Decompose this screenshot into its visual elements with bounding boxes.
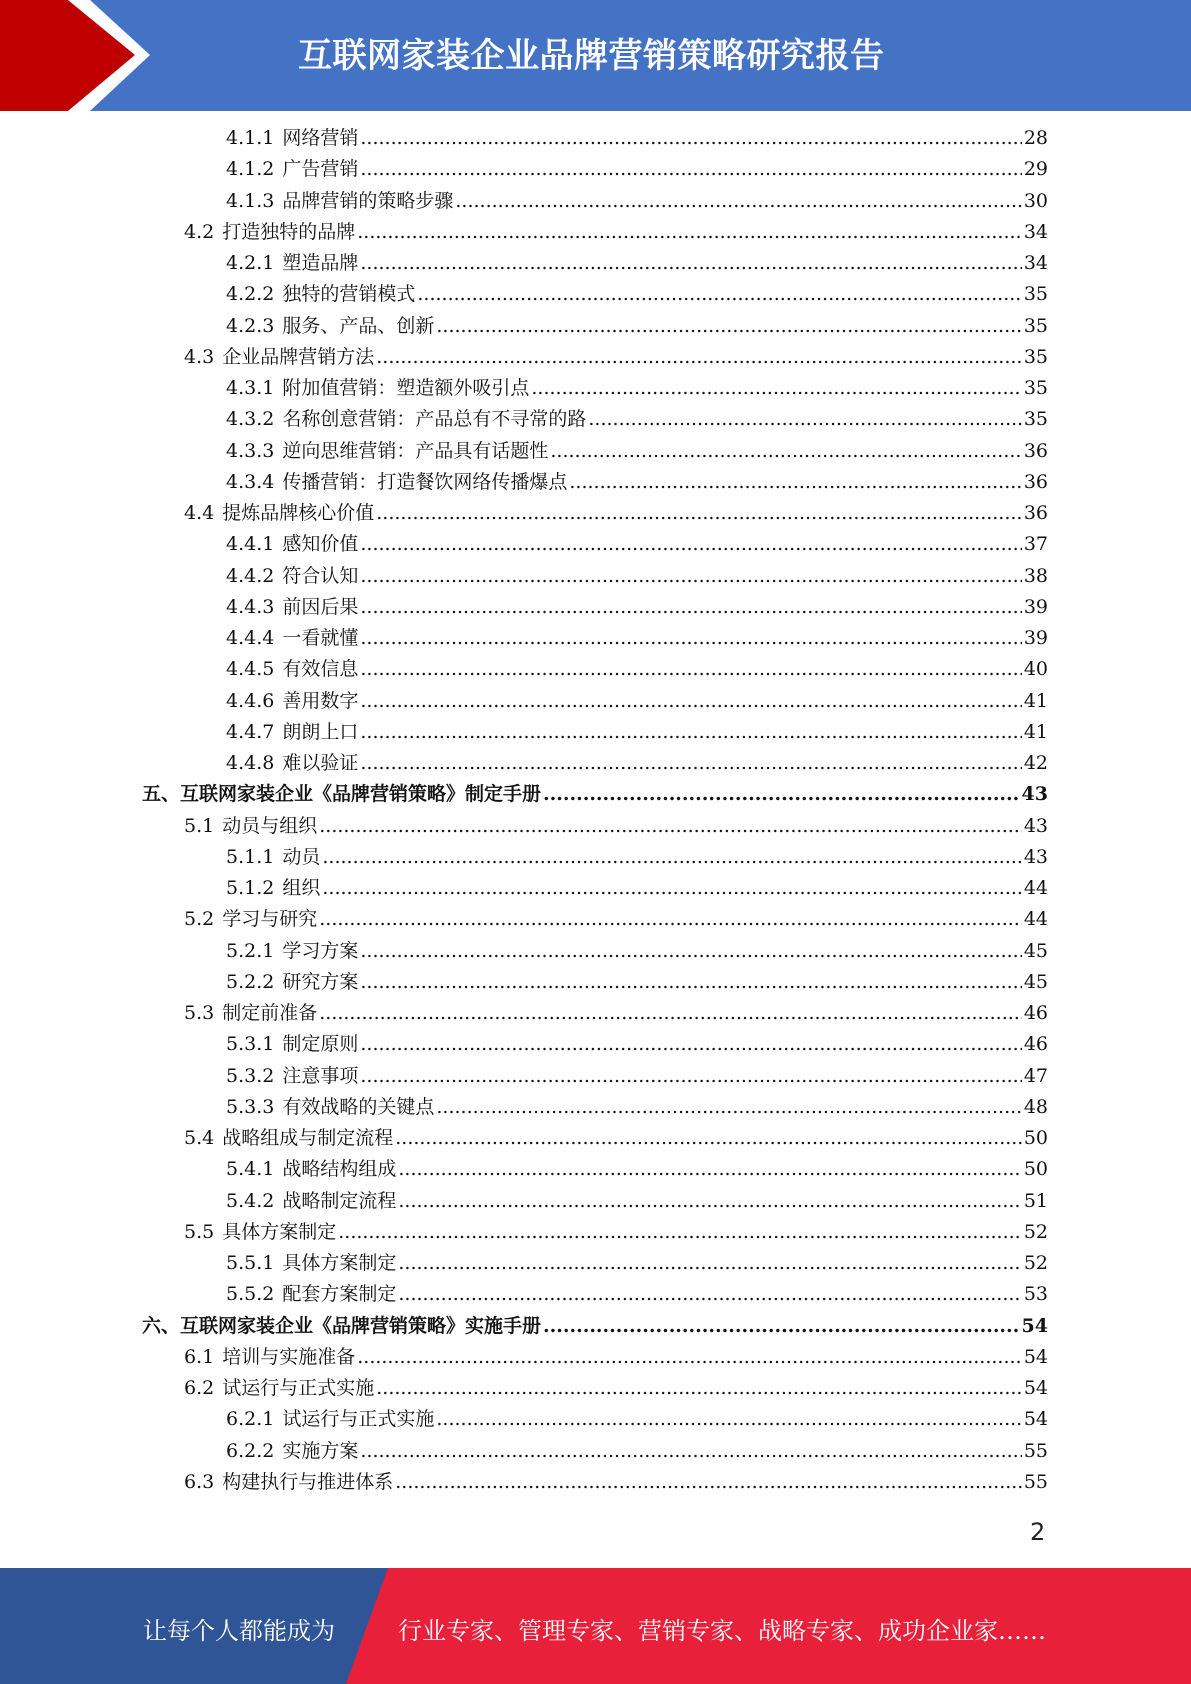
toc-entry-title: 具体方案制定 — [222, 1220, 337, 1243]
footer-slogan-left: 让每个人都能成为 — [143, 1617, 335, 1645]
toc-entry-number: 4.2.2 — [226, 283, 275, 306]
toc-dot-leader — [360, 938, 1021, 964]
toc-entry[interactable] — [226, 750, 1048, 776]
toc-entry-page: 35 — [1023, 314, 1048, 337]
toc-entry-title: 名称创意营销：产品总有不寻常的路 — [282, 408, 587, 431]
toc-entry-title: 传播营销：打造餐饮网络传播爆点 — [282, 470, 568, 493]
toc-entry-number: 5.3.2 — [226, 1064, 275, 1087]
page-header — [0, 0, 1191, 111]
toc-dot-leader — [550, 438, 1021, 464]
toc-entry-number: 4.1.3 — [226, 189, 275, 212]
toc-entry[interactable] — [184, 500, 1048, 526]
toc-dot-leader — [360, 156, 1021, 182]
toc-entry-number: 5.4.2 — [226, 1189, 275, 1212]
page-number: 2 — [1030, 1518, 1046, 1546]
toc-entry-title: 广告营销 — [282, 158, 359, 181]
toc-entry-number: 4.4.2 — [226, 564, 275, 587]
toc-entry-page: 44 — [1023, 877, 1048, 899]
toc-entry-page: 39 — [1023, 595, 1048, 618]
toc-entry[interactable] — [226, 1156, 1048, 1182]
toc-entry-title: 难以验证 — [282, 752, 359, 774]
toc-entry-title: 实施方案 — [282, 1439, 359, 1462]
toc-chapter-entry[interactable] — [142, 781, 1048, 807]
toc-dot-leader — [417, 281, 1021, 307]
toc-entry-page: 48 — [1023, 1095, 1048, 1118]
toc-entry-title: 制定前准备 — [222, 1002, 318, 1024]
toc-entry-title: 六、互联网家装企业《品牌营销策略》实施手册 — [142, 1314, 542, 1337]
toc-entry-title: 动员与组织 — [222, 814, 318, 837]
toc-entry-page: 50 — [1023, 1127, 1048, 1149]
toc-dot-leader — [360, 625, 1021, 651]
toc-entry-number: 6.3 — [184, 1470, 215, 1493]
toc-entry-title: 企业品牌营销方法 — [222, 345, 375, 368]
toc-dot-leader — [360, 750, 1021, 776]
toc-entry-number: 4.3.1 — [226, 377, 275, 399]
toc-entry[interactable] — [184, 1344, 1048, 1370]
toc-dot-leader — [395, 1125, 1022, 1151]
toc-entry[interactable] — [226, 719, 1048, 745]
toc-entry-title: 有效战略的关键点 — [282, 1095, 435, 1118]
toc-dot-leader — [322, 844, 1021, 870]
toc-entry-number: 4.4.3 — [226, 595, 275, 618]
toc-entry-page: 55 — [1023, 1439, 1048, 1462]
toc-entry[interactable] — [226, 1094, 1048, 1120]
toc-entry-title: 感知价值 — [282, 533, 359, 556]
toc-entry-page: 45 — [1023, 970, 1048, 993]
toc-dot-leader — [436, 1406, 1021, 1432]
toc-entry-page: 38 — [1023, 564, 1048, 587]
toc-entry-number: 6.2.1 — [226, 1408, 275, 1431]
toc-entry[interactable] — [226, 125, 1048, 151]
toc-entry[interactable] — [184, 813, 1048, 839]
toc-entry[interactable] — [226, 1406, 1048, 1432]
toc-entry-title: 动员 — [282, 845, 321, 868]
toc-entry-number: 5.3.3 — [226, 1095, 275, 1118]
report-title: 互联网家装企业品牌营销策略研究报告 — [298, 36, 885, 76]
toc-dot-leader — [588, 406, 1021, 432]
toc-dot-leader — [376, 500, 1022, 526]
toc-dot-leader — [338, 1219, 1022, 1245]
toc-entry-page: 51 — [1023, 1189, 1048, 1212]
toc-entry-title: 试运行与正式实施 — [222, 1377, 375, 1399]
toc-dot-leader — [357, 1344, 1022, 1370]
toc-dot-leader — [398, 1156, 1021, 1182]
toc-entry-title: 注意事项 — [282, 1064, 359, 1087]
toc-entry-title: 配套方案制定 — [282, 1283, 397, 1306]
toc-entry[interactable] — [226, 1281, 1048, 1307]
toc-entry-page: 45 — [1023, 939, 1048, 962]
toc-entry-number: 5.5.1 — [226, 1252, 275, 1274]
toc-entry-number: 5.4.1 — [226, 1158, 275, 1181]
toc-entry-number: 5.1.2 — [226, 877, 275, 899]
toc-entry-title: 试运行与正式实施 — [282, 1408, 435, 1431]
toc-entry-number: 4.2.1 — [226, 252, 275, 274]
toc-entry-title: 五、互联网家装企业《品牌营销策略》制定手册 — [142, 783, 542, 806]
toc-entry-title: 打造独特的品牌 — [222, 220, 356, 243]
toc-dot-leader — [360, 1438, 1021, 1464]
toc-dot-leader — [360, 1063, 1021, 1089]
toc-entry[interactable] — [184, 1000, 1048, 1026]
toc-entry-page: 54 — [1023, 1408, 1048, 1431]
toc-entry-title: 培训与实施准备 — [222, 1345, 356, 1368]
toc-entry-page: 43 — [1021, 783, 1048, 806]
toc-entry-page: 35 — [1023, 345, 1048, 368]
toc-dot-leader — [398, 1281, 1021, 1307]
toc-entry-number: 6.2.2 — [226, 1439, 275, 1462]
toc-entry-title: 附加值营销：塑造额外吸引点 — [282, 377, 530, 399]
toc-entry-number: 5.2.1 — [226, 939, 275, 962]
toc-entry-page: 35 — [1023, 377, 1048, 399]
toc-entry-page: 43 — [1023, 845, 1048, 868]
toc-dot-leader — [360, 563, 1021, 589]
toc-entry-page: 47 — [1023, 1064, 1048, 1087]
toc-entry-number: 4.4.4 — [226, 627, 275, 649]
toc-entry-number: 5.5 — [184, 1220, 215, 1243]
toc-entry-number: 4.1.2 — [226, 158, 275, 181]
toc-entry-number: 5.5.2 — [226, 1283, 275, 1306]
toc-entry-number: 5.3.1 — [226, 1033, 275, 1056]
toc-dot-leader — [357, 219, 1022, 245]
toc-dot-leader — [543, 781, 1020, 807]
toc-entry[interactable] — [226, 1188, 1048, 1214]
toc-entry-title: 构建执行与推进体系 — [222, 1470, 394, 1493]
toc-dot-leader — [322, 875, 1021, 901]
toc-entry[interactable] — [226, 313, 1048, 339]
toc-entry[interactable] — [226, 844, 1048, 870]
toc-entry-title: 服务、产品、创新 — [282, 314, 435, 337]
toc-entry-number: 4.4.8 — [226, 752, 275, 774]
toc-dot-leader — [319, 1000, 1022, 1026]
toc-entry-page: 53 — [1023, 1283, 1048, 1306]
toc-entry-page: 46 — [1023, 1033, 1048, 1056]
toc-entry[interactable] — [226, 438, 1048, 464]
toc-entry-title: 符合认知 — [282, 564, 359, 587]
toc-dot-leader — [360, 969, 1021, 995]
toc-entry-number: 4.4.1 — [226, 533, 275, 556]
toc-entry[interactable] — [226, 688, 1048, 714]
toc-entry-number: 5.1.1 — [226, 845, 275, 868]
toc-entry-number: 4.4.5 — [226, 658, 275, 681]
toc-entry-page: 36 — [1023, 470, 1048, 493]
toc-entry-title: 一看就懂 — [282, 627, 359, 649]
toc-dot-leader — [531, 375, 1021, 401]
toc-entry-page: 37 — [1023, 533, 1048, 556]
toc-dot-leader — [360, 250, 1021, 276]
toc-entry-number: 5.1 — [184, 814, 215, 837]
toc-entry-title: 战略制定流程 — [282, 1189, 397, 1212]
toc-entry[interactable] — [226, 406, 1048, 432]
toc-entry-title: 战略组成与制定流程 — [222, 1127, 394, 1149]
toc-entry[interactable] — [226, 1250, 1048, 1276]
toc-entry-page: 46 — [1023, 1002, 1048, 1024]
toc-entry-title: 逆向思维营销：产品具有话题性 — [282, 439, 549, 462]
toc-entry[interactable] — [184, 1125, 1048, 1151]
toc-entry-number: 6.1 — [184, 1345, 215, 1368]
toc-entry[interactable] — [226, 156, 1048, 182]
toc-entry[interactable] — [184, 344, 1048, 370]
toc-entry-number: 4.3 — [184, 345, 215, 368]
toc-entry[interactable] — [226, 938, 1048, 964]
toc-entry-number: 4.2.3 — [226, 314, 275, 337]
toc-entry[interactable] — [226, 188, 1048, 214]
header-red-arrow-decoration — [0, 0, 150, 111]
toc-entry[interactable] — [226, 531, 1048, 557]
toc-entry[interactable] — [226, 969, 1048, 995]
toc-entry-page: 28 — [1023, 127, 1048, 149]
toc-entry-title: 学习与研究 — [222, 908, 318, 931]
toc-entry-page: 41 — [1023, 720, 1048, 743]
toc-dot-leader — [360, 531, 1021, 557]
toc-dot-leader — [360, 1031, 1021, 1057]
toc-dot-leader — [360, 594, 1021, 620]
toc-entry-page: 52 — [1023, 1220, 1048, 1243]
toc-entry-number: 4.4 — [184, 502, 215, 524]
toc-entry[interactable] — [226, 563, 1048, 589]
toc-entry-page: 36 — [1023, 502, 1048, 524]
toc-entry[interactable] — [184, 219, 1048, 245]
toc-entry-title: 塑造品牌 — [282, 252, 359, 274]
toc-entry-number: 6.2 — [184, 1377, 215, 1399]
toc-entry-number: 5.4 — [184, 1127, 215, 1149]
toc-entry[interactable] — [226, 1031, 1048, 1057]
toc-dot-leader — [319, 813, 1022, 839]
toc-entry[interactable] — [184, 906, 1048, 932]
toc-entry-title: 具体方案制定 — [282, 1252, 397, 1274]
toc-dot-leader — [376, 344, 1022, 370]
toc-entry-title: 制定原则 — [282, 1033, 359, 1056]
toc-entry-title: 独特的营销模式 — [282, 283, 416, 306]
page-footer — [0, 1568, 1191, 1684]
toc-entry-number: 5.2.2 — [226, 970, 275, 993]
toc-dot-leader — [543, 1313, 1020, 1339]
toc-entry-number: 4.1.1 — [226, 127, 275, 149]
footer-slogan-right: 行业专家、管理专家、营销专家、战略专家、成功企业家…… — [398, 1617, 1046, 1645]
toc-entry[interactable] — [226, 594, 1048, 620]
toc-entry-page: 34 — [1023, 252, 1048, 274]
toc-entry-page: 54 — [1023, 1377, 1048, 1399]
toc-entry-title: 品牌营销的策略步骤 — [282, 189, 454, 212]
toc-entry-page: 41 — [1023, 689, 1048, 712]
toc-entry[interactable] — [226, 281, 1048, 307]
toc-entry-title: 战略结构组成 — [282, 1158, 397, 1181]
toc-entry-title: 学习方案 — [282, 939, 359, 962]
toc-entry-number: 4.4.7 — [226, 720, 275, 743]
toc-dot-leader — [319, 906, 1022, 932]
toc-entry-title: 网络营销 — [282, 127, 359, 149]
toc-dot-leader — [398, 1250, 1021, 1276]
toc-entry[interactable] — [226, 469, 1048, 495]
toc-entry-page: 30 — [1023, 189, 1048, 212]
toc-entry-page: 43 — [1023, 814, 1048, 837]
toc-entry-number: 4.4.6 — [226, 689, 275, 712]
toc-entry-page: 52 — [1023, 1252, 1048, 1274]
toc-dot-leader — [360, 656, 1021, 682]
toc-dot-leader — [455, 188, 1021, 214]
toc-entry-number: 5.3 — [184, 1002, 215, 1024]
toc-entry[interactable] — [226, 375, 1048, 401]
toc-entry-page: 54 — [1021, 1314, 1048, 1337]
toc-dot-leader — [376, 1375, 1022, 1401]
toc-entry[interactable] — [184, 1469, 1048, 1495]
toc-entry-title: 组织 — [282, 877, 321, 899]
toc-dot-leader — [398, 1188, 1021, 1214]
toc-entry-page: 42 — [1023, 752, 1048, 774]
toc-entry[interactable] — [184, 1375, 1048, 1401]
toc-dot-leader — [436, 1094, 1021, 1120]
toc-entry-page: 55 — [1023, 1470, 1048, 1493]
toc-entry-number: 4.3.4 — [226, 470, 275, 493]
toc-entry-number: 4.2 — [184, 220, 215, 243]
toc-entry-page: 50 — [1023, 1158, 1048, 1181]
toc-entry-title: 善用数字 — [282, 689, 359, 712]
toc-dot-leader — [360, 688, 1021, 714]
toc-chapter-entry[interactable] — [142, 1313, 1048, 1339]
toc-entry-page: 34 — [1023, 220, 1048, 243]
toc-entry-page: 36 — [1023, 439, 1048, 462]
toc-entry-page: 35 — [1023, 408, 1048, 431]
toc-entry-number: 4.3.3 — [226, 439, 275, 462]
toc-dot-leader — [360, 125, 1021, 151]
toc-entry-number: 5.2 — [184, 908, 215, 931]
toc-entry[interactable] — [226, 625, 1048, 651]
toc-dot-leader — [436, 313, 1021, 339]
toc-entry-page: 29 — [1023, 158, 1048, 181]
toc-entry-title: 有效信息 — [282, 658, 359, 681]
toc-entry-page: 40 — [1023, 658, 1048, 681]
toc-dot-leader — [395, 1469, 1022, 1495]
toc-entry-number: 4.3.2 — [226, 408, 275, 431]
toc-entry[interactable] — [226, 656, 1048, 682]
toc-entry-title: 提炼品牌核心价值 — [222, 502, 375, 524]
toc-dot-leader — [569, 469, 1021, 495]
toc-dot-leader — [360, 719, 1021, 745]
toc-entry[interactable] — [226, 1063, 1048, 1089]
toc-entry[interactable] — [226, 1438, 1048, 1464]
toc-entry-page: 35 — [1023, 283, 1048, 306]
toc-entry[interactable] — [226, 875, 1048, 901]
toc-entry[interactable] — [184, 1219, 1048, 1245]
toc-entry-title: 朗朗上口 — [282, 720, 359, 743]
toc-entry[interactable] — [226, 250, 1048, 276]
toc-entry-page: 44 — [1023, 908, 1048, 931]
toc-entry-page: 54 — [1023, 1345, 1048, 1368]
toc-entry-page: 39 — [1023, 627, 1048, 649]
toc-entry-title: 研究方案 — [282, 970, 359, 993]
toc-entry-title: 前因后果 — [282, 595, 359, 618]
